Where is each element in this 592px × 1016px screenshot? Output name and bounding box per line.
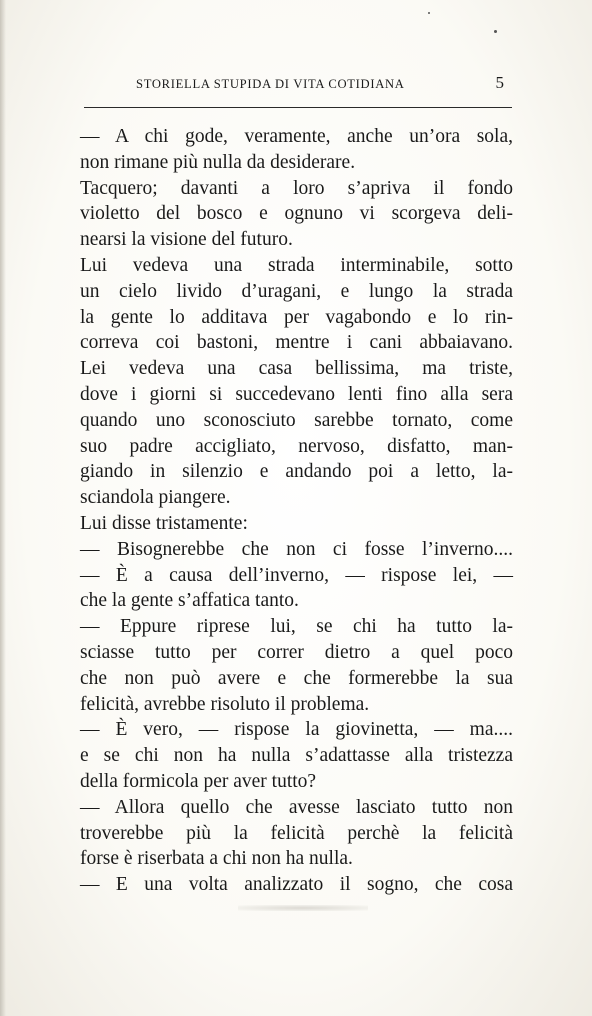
running-title: STORIELLA STUPIDA DI VITA COTIDIANA bbox=[136, 77, 405, 91]
text-line: suo padre accigliato, nervoso, disfatto, man- bbox=[80, 435, 513, 457]
text-line: la gente lo additava per vagabondo e lo rin- bbox=[80, 306, 513, 328]
running-head bbox=[82, 73, 512, 95]
body-text bbox=[80, 124, 513, 898]
text-line: sciasse tutto per correr dietro a quel poco bbox=[80, 641, 513, 663]
text-line: — È a causa dell’inverno, — rispose lei, — bbox=[80, 564, 513, 586]
text-line: Lei vedeva una casa bellissima, ma triste, bbox=[80, 358, 513, 380]
text-line: — E una volta analizzato il sogno, che cosa bbox=[80, 874, 513, 896]
page-edge-shadow bbox=[0, 0, 6, 1016]
text-line: che non può avere e che formerebbe la sua bbox=[80, 667, 513, 689]
header-rule bbox=[84, 107, 512, 108]
text-line: un cielo livido d’uragani, e lungo la strada bbox=[80, 280, 513, 302]
text-line: — Allora quello che avesse lasciato tutto non bbox=[80, 796, 513, 818]
text-line: — A chi gode, veramente, anche un’ora sola, bbox=[80, 126, 513, 147]
text-line: dove i giorni si succedevano lenti fino alla sera bbox=[80, 383, 513, 405]
text-line: sciandola piangere. bbox=[80, 487, 231, 509]
text-line: forse è riserbata a chi non ha nulla. bbox=[80, 848, 353, 870]
text-line: e se chi non ha nulla s’adattasse alla tristezza bbox=[80, 745, 513, 767]
text-line: violetto del bosco e ognuno vi scorgeva deli- bbox=[80, 203, 513, 225]
text-line: Lui vedeva una strada interminabile, sotto bbox=[80, 254, 513, 276]
ink-speck bbox=[494, 30, 497, 33]
text-line: felicità, avrebbe risoluto il problema. bbox=[80, 693, 370, 715]
text-line: Lui disse tristamente: bbox=[80, 512, 248, 534]
print-smudge bbox=[238, 905, 368, 911]
text-line: — Eppure riprese lui, se chi ha tutto la- bbox=[80, 616, 513, 638]
text-line: non rimane più nulla da desiderare. bbox=[80, 151, 356, 173]
text-line: giando in silenzio e andando poi a letto, la- bbox=[80, 461, 513, 483]
text-line: correva coi bastoni, mentre i cani abbaiavano. bbox=[80, 332, 513, 354]
text-line: — È vero, — rispose la giovinetta, — ma.... bbox=[80, 719, 513, 741]
ink-speck bbox=[428, 12, 430, 14]
text-line: nearsi la visione del futuro. bbox=[80, 229, 293, 251]
text-line: troverebbe più la felicità perchè la felicità bbox=[80, 822, 513, 844]
text-line: quando uno sconosciuto sarebbe tornato, come bbox=[80, 409, 513, 431]
page-number: 5 bbox=[495, 73, 504, 92]
text-line: — Bisognerebbe che non ci fosse l’inverno.... bbox=[80, 538, 513, 560]
text-line: Tacquero; davanti a loro s’apriva il fondo bbox=[80, 177, 513, 199]
text-line: della formicola per aver tutto? bbox=[80, 770, 317, 792]
text-line: che la gente s’affatica tanto. bbox=[80, 590, 299, 612]
